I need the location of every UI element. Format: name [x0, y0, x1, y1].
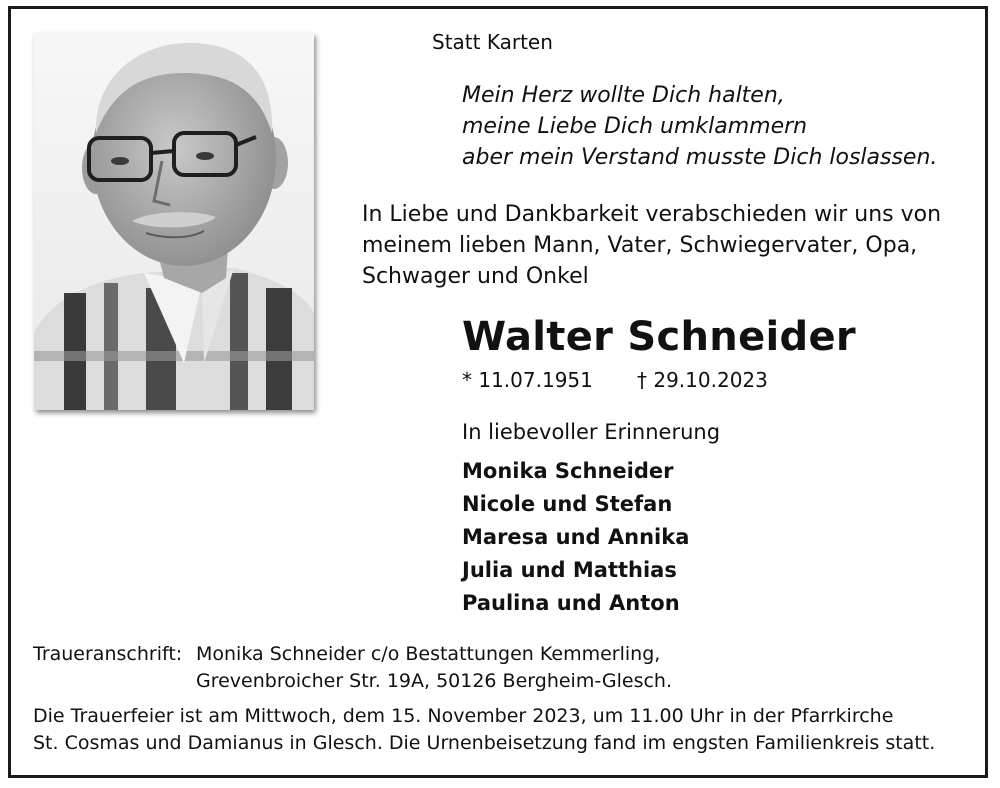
address-line: Monika Schneider c/o Bestattungen Kemmerling,	[196, 643, 661, 665]
memory-line: In liebevoller Erinnerung	[462, 420, 721, 444]
intro-line: In Liebe und Dankbarkeit verabschieden wir uns von	[362, 202, 942, 227]
address-line: Grevenbroicher Str. 19A, 50126 Bergheim-Glesch.	[196, 670, 673, 692]
portrait-photo	[34, 33, 314, 410]
ceremony-line: Die Trauerfeier ist am Mittwoch, dem 15. November 2023, um 11.00 Uhr in der Pfarrkirche	[33, 705, 894, 727]
ceremony-line: St. Cosmas und Damianus in Glesch. Die Urnenbeisetzung fand im engsten Familienkreis statt.	[33, 732, 936, 754]
mourner: Maresa und Annika	[462, 525, 690, 549]
poem-line: meine Liebe Dich umklammern	[462, 114, 808, 139]
death-date: † 29.10.2023	[637, 368, 768, 392]
poem-line: Mein Herz wollte Dich halten,	[462, 83, 785, 108]
address-label: Traueranschrift:	[33, 643, 183, 665]
mourner: Nicole und Stefan	[462, 492, 673, 516]
intro-line: meinem lieben Mann, Vater, Schwiegervater, Opa,	[362, 233, 918, 258]
intro-line: Schwager und Onkel	[362, 264, 589, 289]
deceased-name: Walter Schneider	[462, 314, 856, 360]
mourner: Paulina und Anton	[462, 591, 680, 615]
notice-header: Statt Karten	[432, 30, 553, 54]
mourner: Julia und Matthias	[462, 558, 677, 582]
poem-line: aber mein Verstand musste Dich loslassen.	[462, 145, 938, 170]
birth-date: * 11.07.1951	[462, 368, 593, 392]
mourner: Monika Schneider	[462, 459, 674, 483]
portrait-illustration	[34, 33, 314, 410]
